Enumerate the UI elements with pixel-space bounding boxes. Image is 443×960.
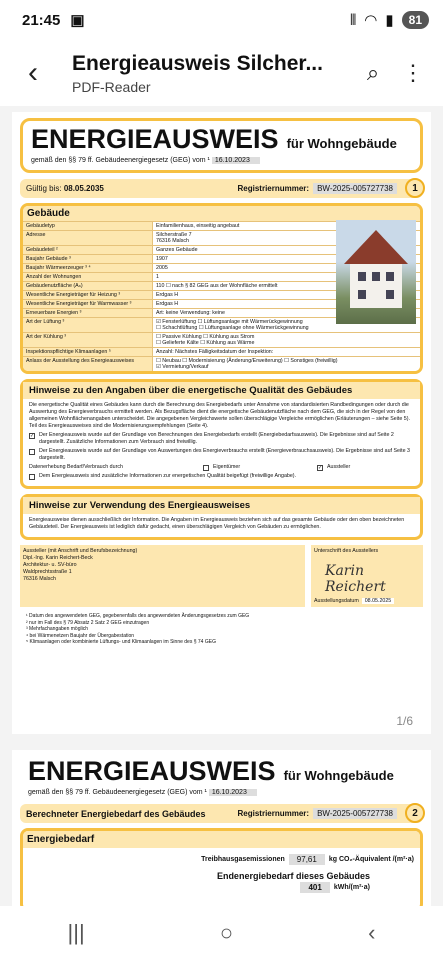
hint2-title: Hinweise zur Verwendung des Energieausweises <box>23 497 420 514</box>
row-value: ☐ Neubau ☐ Modernisierung (Änderung/Erweiterung) ☐ Sonstiges (freiwillig) ☑ Vermietung/Verkauf <box>153 357 420 371</box>
validity-bar: Gültig bis: 08.05.2035 Registriernummer: BW-2025-005727738 1 <box>20 179 423 198</box>
gemaess-text: gemäß den §§ 79 ff. Gebäudeenergiegesetz (GEG) vom ¹ <box>31 157 210 164</box>
table-row <box>23 347 420 356</box>
page-badge: 2 <box>405 803 425 823</box>
back-nav-icon[interactable]: ‹ <box>368 920 376 945</box>
row-value: Einfamilienhaus, einseitig angebaut <box>153 222 420 230</box>
search-icon[interactable]: ⌕ <box>366 60 380 85</box>
row-value: 110 ☐ nach § 82 GEG aus der Wohnfläche ermittelt <box>153 282 420 290</box>
battery-indicator: 81 <box>402 11 429 29</box>
vibrate-icon: ⫴ <box>349 11 357 29</box>
row-value: 1907 <box>153 255 420 263</box>
building-header: Gebäude <box>23 206 420 221</box>
status-bar <box>0 0 443 40</box>
doc-title: ENERGIEAUSWEIS <box>31 124 279 154</box>
hint1-text: Die energetische Qualität eines Gebäudes kann durch die Berechnung des Energiebedarfs unter Annahme von standardisierten Randbedingungen oder durch die Auswertung des Energieverbrauchs ermittelt werden. Als Bezugsfläche dient die energetische Gebäudenutzfläche nach dem GEG, die sich in der Regel von den allgemeinen Wohnflächenangaben unterscheidet. Die angegebenen Vergleichswerte sollen überschlägige Vergleiche ermöglichen (Erläuterungen – siehe Seite 5). Teil des Energieausweises sind die Modernisierungsempfehlungen (Seite 4). <box>29 402 410 429</box>
footnotes: ¹ Datum des angewendeten GEG, gegebenenfalls des angewendeten Änderungsgesetzes zum GEG ² nur im Fall des § 79 Absatz 2 Satz 2 GEG einzutragen ³ Mehrfachangaben möglich ⁴ bei Wärmenetzen Baujahr der Übergabestation ⁵ Klimaanlagen oder kombinierte Lüftungs- und Klimaanlagen im Sinne des § 74 GEG <box>26 613 250 645</box>
row-value: Erdgas H <box>153 300 420 308</box>
issuer-line: Waldprechtsstraße 1 <box>23 569 72 575</box>
pdf-page-2: ENERGIEAUSWEIS für Wohngebäude gemäß den §§ 79 ff. Gebäudeenergiegesetz (GEG) vom ¹ 16.10.2023 Berechneter Energiebedarf des Gebäudes Registriernummer: BW-2025-005727738 2 Energiebedarf Treibhausgasemissionen 97,61 kg CO₂-Äquivalent /(m²·a) Endenergiebedarf dieses Gebäudes 401 kWh/(m²·a) <box>12 750 431 906</box>
checkbox-icon <box>29 449 35 455</box>
quality-hints-box: Hinweise zu den Angaben über die energetische Qualität des Gebäudes Die energetische Qualität eines Gebäudes kann durch die Berechnung des Energiebedarfs unter Annahme von standardisierten Randbedingungen oder durch die Auswertung des Energieverbrauchs ermittelt werden. Als Bezugsfläche dient die energetische Gebäudenutzfläche nach dem GEG, die sich in der Regel von den allgemeinen Wohnflächenangaben unterscheidet. Die angegebenen Vergleichswerte sollen überschlägige Vergleiche ermöglichen (Erläuterungen – siehe Seite 5). Teil des Energieausweises sind die Modernisierungsempfehlungen (Seite 4). ✓ Der Energieausweis wurde auf der Grundlage von Berechnungen des Energiebedarfs erstellt (Energiebedarfsausweis). Die Ergebnisse sind auf Seite 2 dargestellt. Zusätzliche Informationen zum Verbrauch sind freiwillig. Der Energieausweis wurde auf der Grundlage von Auswertungen des Energieverbrauchs erstellt (Energieverbrauchsausweis). Die Ergebnisse sind auf Seite 3 dargestellt. Datenerhebung Bedarf/Verbrauch durch Eigentümer ✓ Aussteller Dem Energieausweis sind zusätzliche Informationen zur energetischen Qualität beigefügt (freiwillige Angabe). <box>20 379 423 489</box>
usage-hints-box <box>20 494 423 540</box>
row-value: Silcherstraße 7 76316 Malsch <box>153 231 420 245</box>
row-value: Anzahl: Nächstes Fälligkeitsdatum der Inspektion: <box>153 348 420 356</box>
row-label: Wesentliche Energieträger für Warmwasser ³ <box>23 300 153 308</box>
row-value: ☑ Fensterlüftung ☐ Lüftungsanlage mit Wärmerückgewinnung ☐ Schachtlüftung ☐ Lüftungsanlage ohne Wärmerückgewinnung <box>153 318 420 332</box>
row-label: Inspektionspflichtige Klimaanlagen ⁵ <box>23 348 153 356</box>
house-photo <box>336 220 416 324</box>
checkbox-checked-icon: ✓ <box>30 433 35 439</box>
issuer-line: Architektur- u. SV-büro <box>23 562 77 568</box>
row-value: 1 <box>153 273 420 281</box>
row-value: Erdgas H <box>153 291 420 299</box>
row-label: Gebäudenutzfläche (Aₙ) <box>23 282 153 290</box>
geg-date: 16.10.2023 <box>212 157 260 164</box>
registration-number: BW-2025-005727738 <box>313 183 397 194</box>
row-label: Art der Lüftung ³ <box>23 318 153 332</box>
issuer-line: Dipl.-Ing. Karin Reichert-Beck <box>23 555 93 561</box>
signal-icon: ▮ <box>385 12 394 29</box>
recent-apps-icon[interactable]: ||| <box>67 920 85 945</box>
row-value: Ganzes Gebäude <box>153 246 420 254</box>
checkbox-checked-icon: ✓ <box>318 465 323 471</box>
issuer-block: Aussteller (mit Anschrift und Berufsbezeichnung) Dipl.-Ing. Karin Reichert-Beck Architektur- u. SV-büro Waldprechtsstraße 1 76316 Malsch Unterschrift des Ausstellers Karin Reichert Ausstellungsdatum 08.05.2025 <box>20 545 423 607</box>
pdf-page-1 <box>12 112 431 734</box>
hint2-text: Energieausweise dienen ausschließlich der Information. Die Angaben im Energieausweis beziehen sich auf das gesamte Gebäude oder den oben bezeichneten Gebäudeteil. Der Energieausweis ist lediglich dafür gedacht, einen überschlägigen Vergleich von Gebäuden zu ermöglichen. <box>29 517 405 530</box>
row-label: Adresse <box>23 231 153 245</box>
row-label: Gebäudeteil ² <box>23 246 153 254</box>
checkbox-icon <box>203 465 209 471</box>
app-subtitle: PDF-Reader <box>72 78 151 95</box>
end-energy-value: 401 <box>300 882 329 893</box>
issue-date: 08.05.2025 <box>362 598 395 604</box>
row-label: Wesentliche Energieträger für Heizung ³ <box>23 291 153 299</box>
more-options-icon[interactable]: ⋮ <box>402 60 424 85</box>
row-label: Erneuerbare Energien ³ <box>23 309 153 317</box>
app-bar <box>0 40 443 106</box>
status-time: 21:45 <box>22 11 61 29</box>
row-label: Anzahl der Wohnungen <box>23 273 153 281</box>
row-value: Art: keine Verwendung: keine <box>153 309 420 317</box>
row-value: ☐ Passive Kühlung ☐ Kühlung aus Strom ☐ Gelieferte Kälte ☐ Kühlung aus Wärme <box>153 333 420 347</box>
back-arrow-icon[interactable]: ‹ <box>28 56 38 89</box>
page-indicator: 1/6 <box>396 714 413 728</box>
ghg-value: 97,61 <box>289 854 325 865</box>
row-label: Baujahr Gebäude ³ <box>23 255 153 263</box>
row-label: Art der Kühlung ³ <box>23 333 153 347</box>
issuer-line: 76316 Malsch <box>23 576 56 582</box>
screenshot-icon: ▣ <box>70 12 85 29</box>
row-label: Anlass der Ausstellung des Energieausweises <box>23 357 153 371</box>
page-badge: 1 <box>405 178 425 198</box>
valid-date: 08.05.2035 <box>63 184 104 193</box>
building-section <box>20 203 423 374</box>
doc-title-suffix: für Wohngebäude <box>286 136 397 151</box>
hint1-title: Hinweise zu den Angaben über die energetische Qualität des Gebäudes <box>23 382 420 399</box>
table-row <box>23 356 420 371</box>
energy-section: Energiebedarf Treibhausgasemissionen 97,61 kg CO₂-Äquivalent /(m²·a) Endenergiebedarf dieses Gebäudes 401 kWh/(m²·a) <box>20 828 423 906</box>
system-nav-bar <box>0 906 443 960</box>
wifi-icon: ◠ <box>364 12 378 29</box>
document-title: Energieausweis Silcher... <box>72 51 323 75</box>
row-value: 2005 <box>153 264 420 272</box>
row-label: Gebäudetyp <box>23 222 153 230</box>
table-row <box>23 332 420 347</box>
header-box <box>20 118 423 173</box>
pdf-viewer[interactable] <box>0 106 443 906</box>
signature: Karin Reichert <box>325 563 386 595</box>
home-icon[interactable]: ○ <box>219 920 234 945</box>
row-label: Baujahr Wärmeerzeuger ³ ⁴ <box>23 264 153 272</box>
checkbox-icon <box>29 474 35 480</box>
energy-demand-bar: Berechneter Energiebedarf des Gebäudes Registriernummer: BW-2025-005727738 2 <box>20 804 423 823</box>
